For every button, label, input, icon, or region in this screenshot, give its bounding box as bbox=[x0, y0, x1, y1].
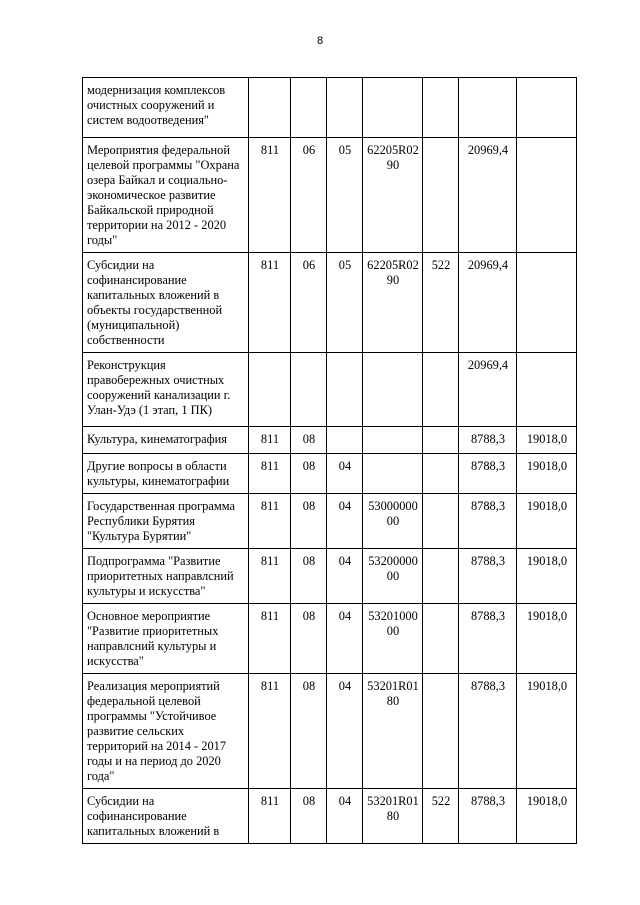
amount-year-1-cell bbox=[459, 78, 517, 138]
section-code-cell: 08 bbox=[291, 604, 327, 674]
target-article-code-cell: 62205R02 90 bbox=[363, 253, 423, 353]
item-name-cell: Субсидии на софинансирование капитальных вложений в bbox=[83, 789, 249, 844]
expense-type-code-cell: 522 bbox=[423, 253, 459, 353]
item-name-cell: Подпрограмма "Развитие приоритетных направлсний культуры и искусства" bbox=[83, 549, 249, 604]
admin-code-cell: 811 bbox=[249, 494, 291, 549]
target-article-code-cell: 62205R02 90 bbox=[363, 138, 423, 253]
admin-code-cell: 811 bbox=[249, 253, 291, 353]
section-code-cell: 08 bbox=[291, 427, 327, 454]
table-row bbox=[83, 494, 577, 549]
section-code-cell: 06 bbox=[291, 253, 327, 353]
item-name-cell: Государственная программа Республики Бурятия "Культура Бурятии" bbox=[83, 494, 249, 549]
table-row bbox=[83, 253, 577, 353]
amount-year-2-cell bbox=[517, 253, 577, 353]
item-name-cell: Мероприятия федеральной целевой программы "Охрана озера Байкал и социально-экономическое развитие Байкальской природной территории на 2012 - 2020 годы" bbox=[83, 138, 249, 253]
section-code-cell: 08 bbox=[291, 549, 327, 604]
target-article-code-cell bbox=[363, 353, 423, 427]
admin-code-cell bbox=[249, 353, 291, 427]
table-row bbox=[83, 78, 577, 138]
target-article-code-cell bbox=[363, 427, 423, 454]
section-code-cell: 08 bbox=[291, 789, 327, 844]
amount-year-2-cell bbox=[517, 353, 577, 427]
section-code-cell: 08 bbox=[291, 674, 327, 789]
item-name-cell: Культура, кинематография bbox=[83, 427, 249, 454]
expense-type-code-cell bbox=[423, 78, 459, 138]
table-row bbox=[83, 353, 577, 427]
item-name-cell: Другие вопросы в области культуры, кинематографии bbox=[83, 454, 249, 494]
amount-year-1-cell: 20969,4 bbox=[459, 138, 517, 253]
amount-year-2-cell bbox=[517, 138, 577, 253]
subsection-code-cell: 05 bbox=[327, 253, 363, 353]
amount-year-1-cell: 8788,3 bbox=[459, 549, 517, 604]
item-name-cell: Реконструкция правобережных очистных сооружений канализации г. Улан-Удэ (1 этап, 1 ПК) bbox=[83, 353, 249, 427]
expense-type-code-cell bbox=[423, 138, 459, 253]
target-article-code-cell: 53201R01 80 bbox=[363, 674, 423, 789]
amount-year-2-cell: 19018,0 bbox=[517, 427, 577, 454]
amount-year-1-cell: 20969,4 bbox=[459, 253, 517, 353]
target-article-code-cell: 53201R01 80 bbox=[363, 789, 423, 844]
table-row bbox=[83, 604, 577, 674]
table-row bbox=[83, 789, 577, 844]
amount-year-2-cell bbox=[517, 78, 577, 138]
target-article-code-cell bbox=[363, 454, 423, 494]
admin-code-cell: 811 bbox=[249, 138, 291, 253]
subsection-code-cell: 04 bbox=[327, 494, 363, 549]
admin-code-cell: 811 bbox=[249, 789, 291, 844]
expense-type-code-cell bbox=[423, 674, 459, 789]
expense-type-code-cell bbox=[423, 549, 459, 604]
section-code-cell bbox=[291, 353, 327, 427]
table-row bbox=[83, 454, 577, 494]
expense-type-code-cell bbox=[423, 427, 459, 454]
subsection-code-cell: 05 bbox=[327, 138, 363, 253]
amount-year-1-cell: 8788,3 bbox=[459, 674, 517, 789]
subsection-code-cell bbox=[327, 353, 363, 427]
item-name-cell: Основное мероприятие "Развитие приоритетных направлсний культуры и искусства" bbox=[83, 604, 249, 674]
amount-year-1-cell: 8788,3 bbox=[459, 427, 517, 454]
amount-year-2-cell: 19018,0 bbox=[517, 604, 577, 674]
expense-type-code-cell bbox=[423, 604, 459, 674]
subsection-code-cell: 04 bbox=[327, 604, 363, 674]
subsection-code-cell: 04 bbox=[327, 674, 363, 789]
table-row bbox=[83, 549, 577, 604]
table-row bbox=[83, 674, 577, 789]
amount-year-2-cell: 19018,0 bbox=[517, 789, 577, 844]
subsection-code-cell: 04 bbox=[327, 789, 363, 844]
expense-type-code-cell bbox=[423, 454, 459, 494]
item-name-cell: модернизация комплексов очистных сооружений и систем водоотведения" bbox=[83, 78, 249, 138]
section-code-cell: 08 bbox=[291, 494, 327, 549]
table-row bbox=[83, 427, 577, 454]
page-number: 8 bbox=[316, 35, 324, 47]
admin-code-cell: 811 bbox=[249, 549, 291, 604]
admin-code-cell: 811 bbox=[249, 427, 291, 454]
item-name-cell: Субсидии на софинансирование капитальных вложений в объекты государственной (муниципальной) собственности bbox=[83, 253, 249, 353]
target-article-code-cell bbox=[363, 78, 423, 138]
amount-year-1-cell: 8788,3 bbox=[459, 494, 517, 549]
section-code-cell: 08 bbox=[291, 454, 327, 494]
subsection-code-cell bbox=[327, 427, 363, 454]
expense-type-code-cell: 522 bbox=[423, 789, 459, 844]
budget-table bbox=[82, 77, 577, 844]
target-article-code-cell: 53000000 00 bbox=[363, 494, 423, 549]
admin-code-cell: 811 bbox=[249, 674, 291, 789]
expense-type-code-cell bbox=[423, 353, 459, 427]
target-article-code-cell: 53200000 00 bbox=[363, 549, 423, 604]
subsection-code-cell bbox=[327, 78, 363, 138]
admin-code-cell: 811 bbox=[249, 604, 291, 674]
amount-year-2-cell: 19018,0 bbox=[517, 549, 577, 604]
expense-type-code-cell bbox=[423, 494, 459, 549]
admin-code-cell bbox=[249, 78, 291, 138]
section-code-cell: 06 bbox=[291, 138, 327, 253]
amount-year-1-cell: 8788,3 bbox=[459, 454, 517, 494]
admin-code-cell: 811 bbox=[249, 454, 291, 494]
amount-year-1-cell: 20969,4 bbox=[459, 353, 517, 427]
target-article-code-cell: 53201000 00 bbox=[363, 604, 423, 674]
amount-year-1-cell: 8788,3 bbox=[459, 789, 517, 844]
table-row bbox=[83, 138, 577, 253]
subsection-code-cell: 04 bbox=[327, 549, 363, 604]
subsection-code-cell: 04 bbox=[327, 454, 363, 494]
item-name-cell: Реализация мероприятий федеральной целевой программы "Устойчивое развитие сельских территорий на 2014 - 2017 годы и на период до 2020 года" bbox=[83, 674, 249, 789]
section-code-cell bbox=[291, 78, 327, 138]
amount-year-2-cell: 19018,0 bbox=[517, 454, 577, 494]
amount-year-2-cell: 19018,0 bbox=[517, 674, 577, 789]
amount-year-1-cell: 8788,3 bbox=[459, 604, 517, 674]
amount-year-2-cell: 19018,0 bbox=[517, 494, 577, 549]
